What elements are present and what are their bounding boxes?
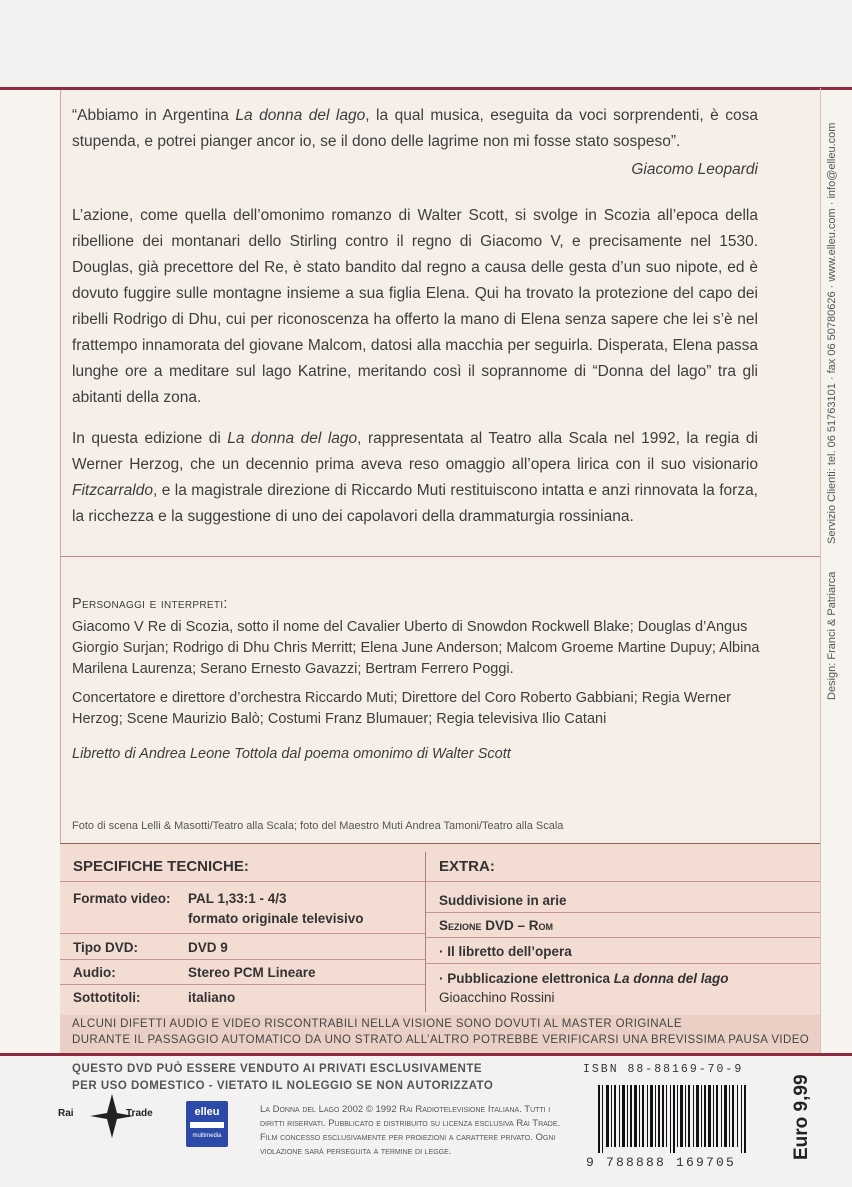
barcode-number: 9 788888 169705 (586, 1155, 737, 1170)
isbn: ISBN 88-88169-70-9 (583, 1063, 744, 1076)
right-rule (820, 88, 821, 1053)
top-band (0, 0, 852, 88)
copyright-notice: La Donna del Lago 2002 © 1992 Rai Radiotelevisione Italiana. Tutti i diritti riservati. Pubblicato e distribuito su licenza esclusiva Rai Trade. Film concesso esclusivamente per proiezioni a carattere privato. Ogni violazione sarà perseguita a termine di legge. (260, 1104, 561, 1157)
spec-label-audio: Audio: (73, 965, 116, 980)
extra-row-rule (426, 937, 820, 938)
spec-label-video: Formato video: (73, 891, 171, 906)
elleu-logo (186, 1101, 228, 1147)
spec-heading: SPECIFICHE TECNICHE: (73, 858, 249, 875)
barcode (598, 1085, 748, 1153)
extra-row-rule (426, 912, 820, 913)
spec-label-subs: Sottotitoli: (73, 990, 141, 1005)
extra-item: · Il libretto dell’opera (439, 944, 572, 959)
elleu-sub-label: multimedia (192, 1133, 222, 1139)
spec-column-divider (425, 852, 426, 1012)
elleu-label: elleu (194, 1106, 220, 1118)
section-divider (60, 556, 820, 557)
spec-value-video: PAL 1,33:1 - 4/3 (188, 891, 287, 906)
rai-label: Rai (58, 1108, 74, 1119)
extra-publication: · Pubblicazione elettronica La donna del lago (439, 971, 729, 986)
spec-value-video-note: formato originale televisivo (188, 911, 364, 926)
extra-heading: EXTRA: (439, 858, 495, 875)
extra-item: Sezione DVD – Rom (439, 918, 554, 933)
trade-label: Trade (126, 1108, 153, 1119)
spec-heading-rule (60, 881, 425, 882)
cast-roles: Giacomo V Re di Scozia, sotto il nome del Cavalier Uberto di Snowdon Rockwell Blake; Douglas d’Angus Giorgio Surjan; Rodrigo di Dhu Chris Merritt; Elena June Anderson; Malcom Groeme Martine Dupuy; Albina Marilena Laurenza; Serano Ernesto Gavazzi; Bertram Ferrero Poggi. (72, 619, 760, 677)
extra-row-rule (426, 963, 820, 964)
customer-service-text: Servizio Clienti: tel. 06 51763101 · fax 06 50780626 · www.elleu.com · info@elleu.com (826, 122, 838, 544)
cast-credits: Concertatore e direttore d’orchestra Riccardo Muti; Direttore del Coro Roberto Gabbiani; Regia Werner Herzog; Scene Maurizio Balò; Costumi Franz Blumauer; Regia televisiva Ilio Catani (72, 690, 731, 727)
extra-item: Suddivisione in arie (439, 893, 567, 908)
cast-heading: Personaggi e interpreti: (72, 596, 228, 612)
rai-trade-logo (56, 1092, 166, 1140)
spec-row-rule (60, 984, 425, 985)
elleu-bar (190, 1122, 224, 1128)
edition-paragraph: In questa edizione di La donna del lago, rappresentata al Teatro alla Scala nel 1992, la regia di Werner Herzog, che un decennio prima aveva reso omaggio all’opera lirica con il suo visionario Fitzcarraldo, e la magistrale direzione di Riccardo Muti restituiscono intatta e anzi rinnovata la forza, la ricchezza e la suggestione di uno dei capolavori della drammaturgia rossiniana. (72, 430, 758, 525)
spec-label-dvd: Tipo DVD: (73, 940, 138, 955)
plot-paragraph: L’azione, come quella dell’omonimo romanzo di Walter Scott, si svolge in Scozia all’epoca della ribellione dei montanari dello Stirling contro il regno di Giacomo V, e precisamente nel 1530. Douglas, già precettore del Re, è stato bandito dal regno a causa delle gesta d’un suo nipote, ed è dovuto fuggire sulle montagne insieme a sua figlia Elena. Qui ha trovato la protezione del capo dei ribelli Rodrigo di Dhu, cui per riconoscenza ha offerto la mano di Elena senza sapere che lei s’è nel frattempo innamorata del giovane Malcom, datosi alla macchia per seguirla. Disperata, Elena passa lunghe ore a meditare sul lago Katrine, meritando così il soprannome di “Donna del lago” tra gli abitanti della zona. (72, 207, 758, 406)
spec-value-audio: Stereo PCM Lineare (188, 965, 316, 980)
photo-credit: Foto di scena Lelli & Masotti/Teatro alla Scala; foto del Maestro Muti Andrea Tamoni/Teatro alla Scala (72, 820, 564, 832)
legal-line-2: PER USO DOMESTICO - VIETATO IL NOLEGGIO SE NON AUTORIZZATO (72, 1080, 494, 1092)
spec-value-dvd: DVD 9 (188, 940, 228, 955)
legal-line-1: QUESTO DVD PUÒ ESSERE VENDUTO AI PRIVATI ESCLUSIVAMENTE (72, 1063, 483, 1075)
quote-author: Giacomo Leopardi (631, 161, 758, 178)
spec-value-subs: italiano (188, 990, 236, 1005)
note-line-1: ALCUNI DIFETTI AUDIO E VIDEO RISCONTRABILI NELLA VISIONE SONO DOVUTI AL MASTER ORIGINALE (72, 1018, 682, 1030)
extra-heading-rule (426, 881, 820, 882)
design-credit: Design: Franci & Patriarca (826, 571, 838, 700)
spec-row-rule (60, 959, 425, 960)
price: Euro 9,99 (791, 1074, 812, 1160)
note-line-2: DURANTE IL PASSAGGIO AUTOMATICO DA UNO STRATO ALL’ALTRO POTREBBE VERIFICARSI UNA BREVISSIMA PAUSA VIDEO (72, 1034, 810, 1046)
spec-row-rule (60, 933, 425, 934)
extra-composer: Gioacchino Rossini (439, 990, 555, 1005)
libretto-credit: Libretto di Andrea Leone Tottola dal poema omonimo di Walter Scott (72, 746, 511, 762)
leopardi-quote: “Abbiamo in Argentina La donna del lago, la qual musica, eseguita da voci sorprendenti, è cosa stupenda, e potrei pianger ancor io, se il dono delle lagrime non mi fosse stato sospeso”. (72, 107, 758, 150)
